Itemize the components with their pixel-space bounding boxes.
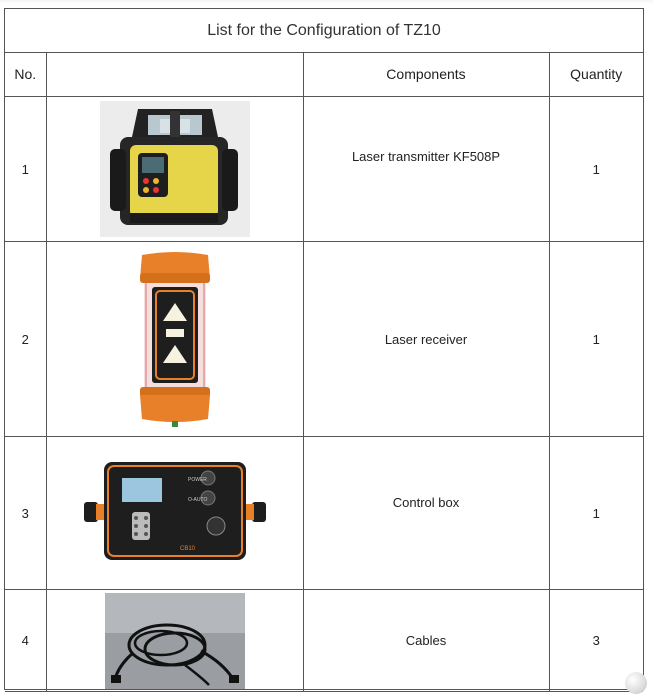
row-number: 1 [5,97,46,242]
table-row [5,97,643,242]
row-number: 4 [5,590,46,692]
laser-transmitter-image [100,101,250,237]
row-image [46,242,303,437]
row-number: 2 [5,242,46,437]
table-row [5,590,643,692]
control-box-image [80,458,270,568]
row-component: Control box [303,437,549,590]
row-quantity: 1 [549,97,643,242]
row-image [46,590,303,692]
row-component: Laser receiver [303,242,549,437]
cables-image [105,593,245,689]
row-quantity: 1 [549,242,643,437]
svg-text:O-AUTO: O-AUTO [187,497,207,503]
configuration-table [5,52,643,692]
header-no: No. [5,52,46,97]
configuration-sheet [4,8,644,690]
device-model-label: CB10 [179,546,195,552]
top-edge [0,0,653,4]
row-image [46,437,303,590]
table-row [5,437,643,590]
page-curl-icon [625,672,647,694]
row-image [46,97,303,242]
header-components: Components [303,52,549,97]
header-image [46,52,303,97]
table-row [5,242,643,437]
row-quantity: 3 [549,590,643,692]
row-number: 3 [5,437,46,590]
table-header-row [5,52,643,97]
row-component: Cables [303,590,549,692]
row-quantity: 1 [549,437,643,590]
svg-text:POWER: POWER [187,477,207,483]
header-quantity: Quantity [549,52,643,97]
row-component: Laser transmitter KF508P [303,97,549,242]
page-title: List for the Configuration of TZ10 [5,9,643,53]
laser-receiver-image [130,249,220,429]
